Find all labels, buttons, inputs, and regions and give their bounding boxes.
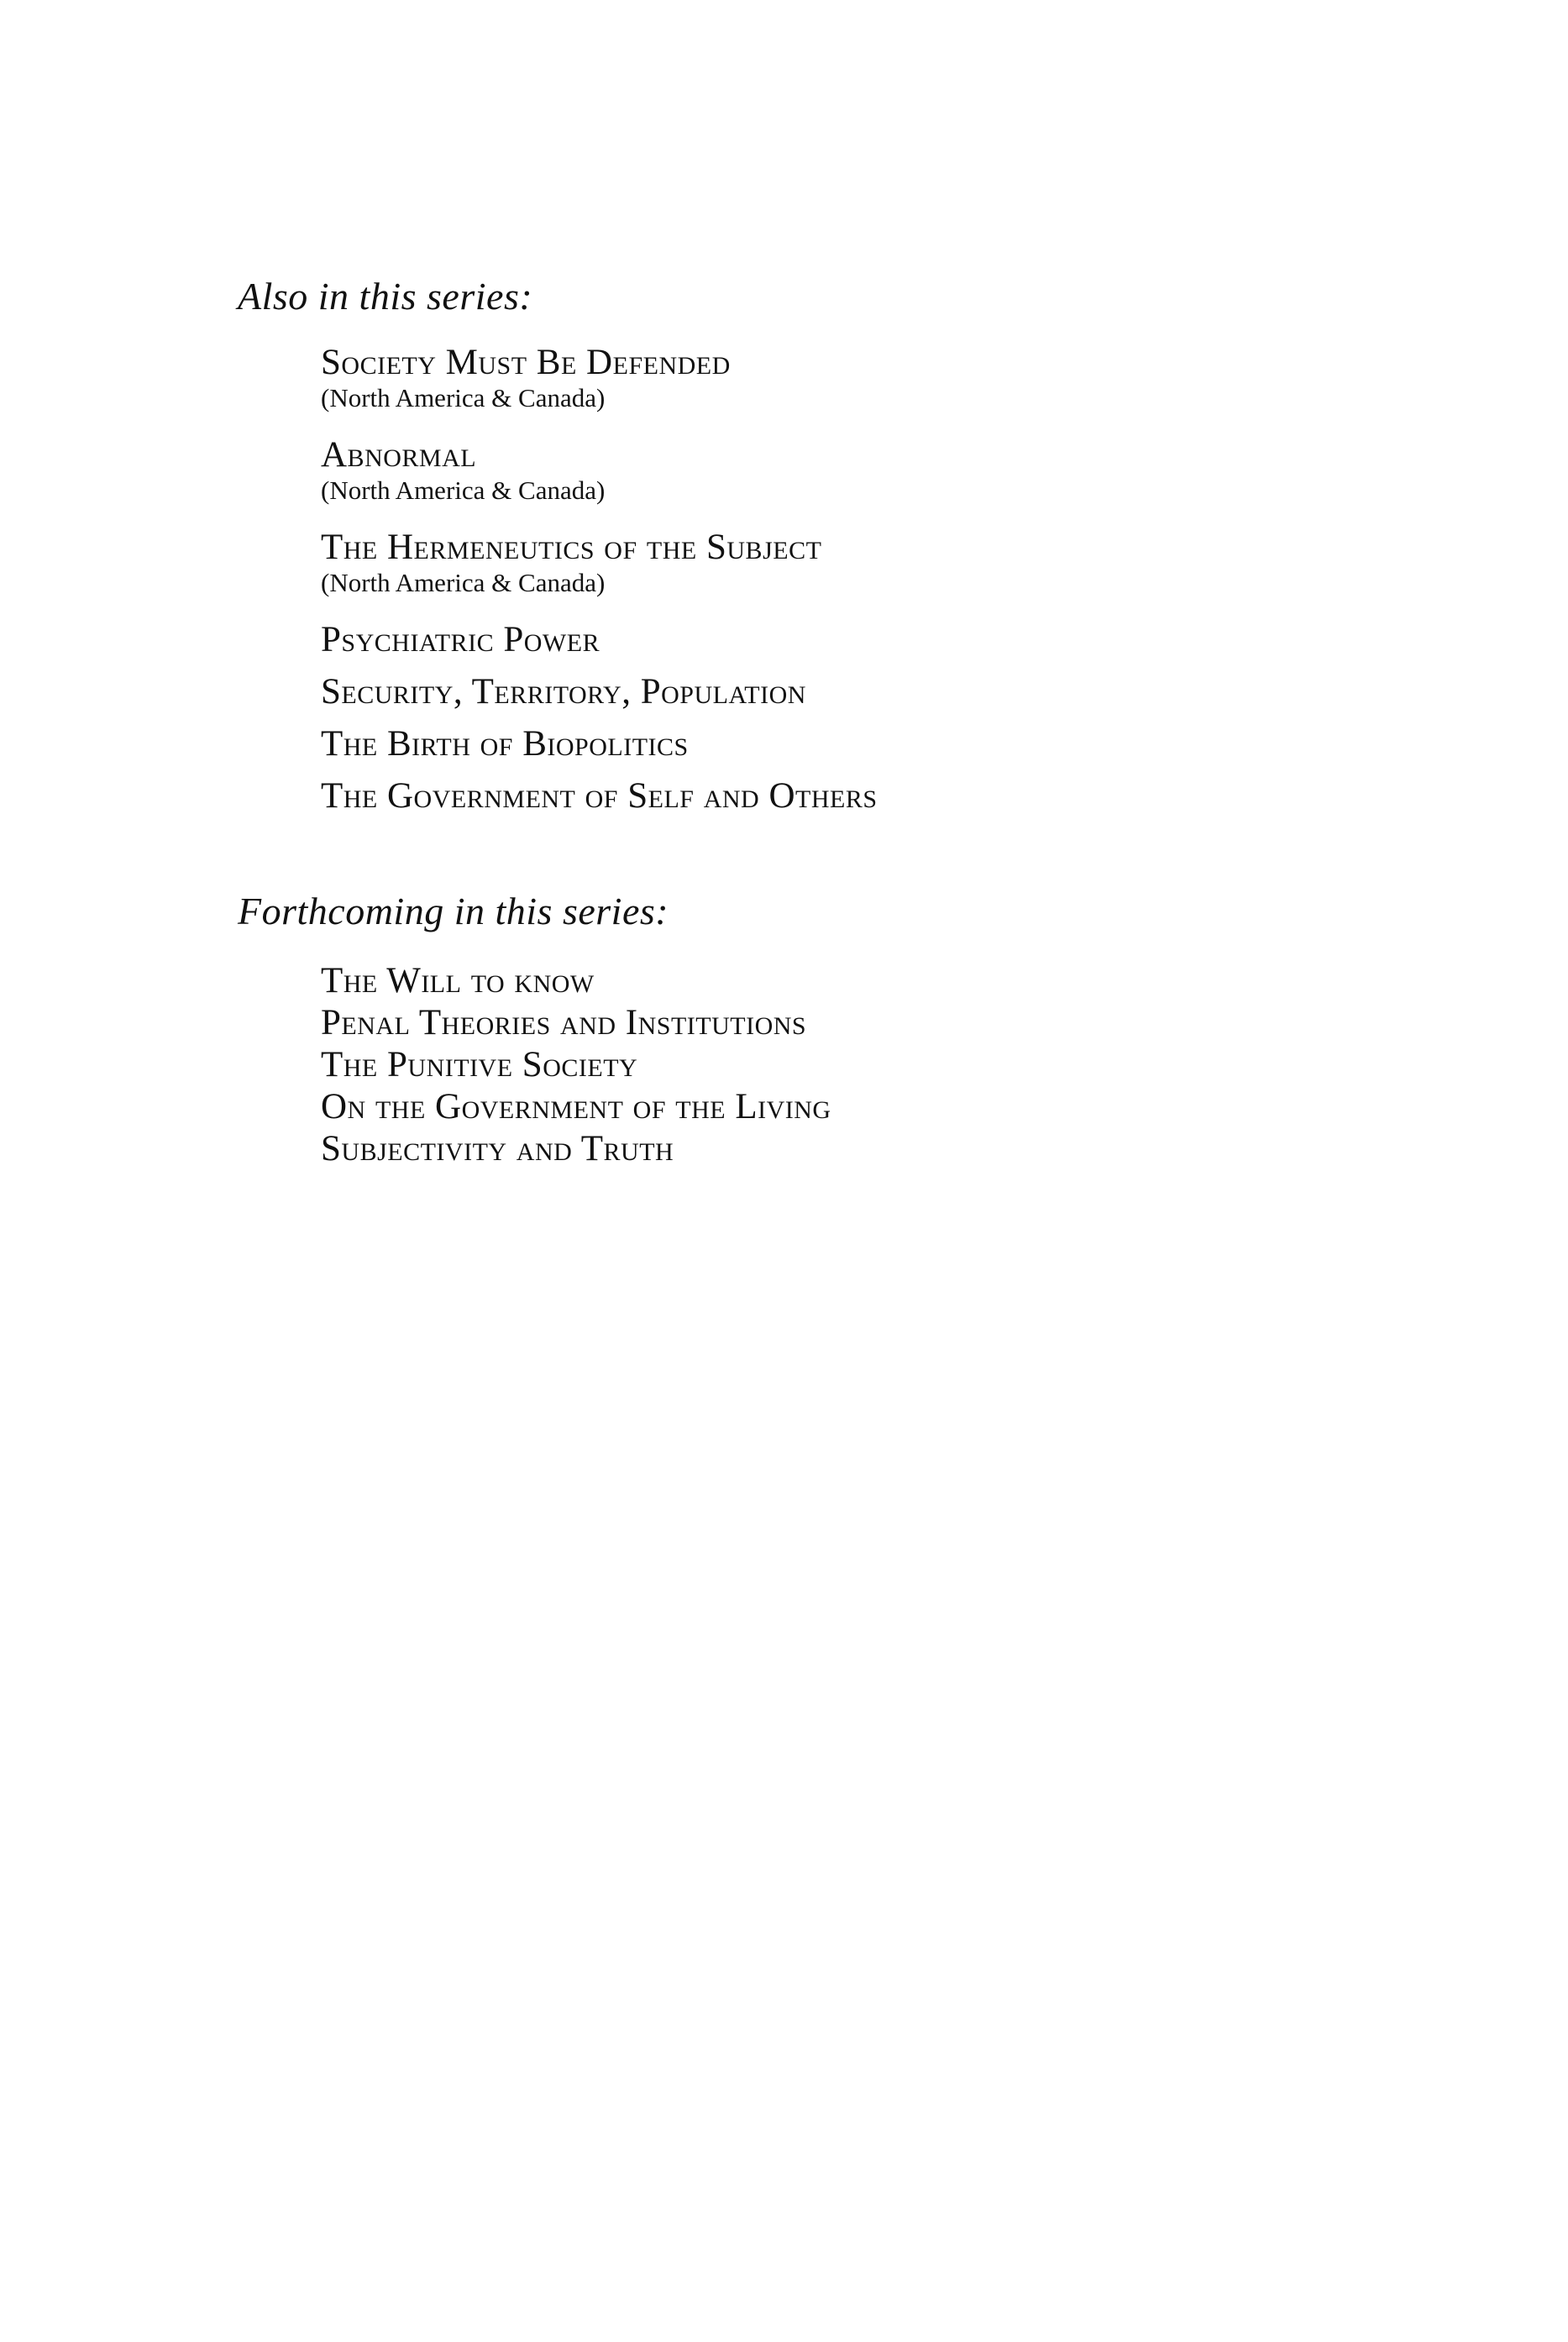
list-item <box>321 343 878 413</box>
book-title: The Government of Self and Others <box>321 776 878 816</box>
book-title: The Punitive Society <box>321 1045 638 1084</box>
availability-note: (North America & Canada) <box>321 475 606 505</box>
book-title: Subjectivity and Truth <box>321 1129 674 1168</box>
book-title: The Will to know <box>321 961 595 1000</box>
list-item <box>321 776 878 817</box>
also-in-series-heading: Also in this series: <box>238 275 533 318</box>
list-item <box>321 1044 831 1086</box>
list-item <box>321 724 878 764</box>
forthcoming-heading: Forthcoming in this series: <box>238 890 669 932</box>
also-in-series-list <box>321 343 878 828</box>
availability-note: (North America & Canada) <box>321 383 606 412</box>
list-item <box>321 1086 831 1128</box>
book-title: Society Must Be Defended <box>321 343 731 382</box>
book-title: On the Government of the Living <box>321 1087 831 1126</box>
availability-note: (North America & Canada) <box>321 568 606 597</box>
list-item <box>321 528 878 598</box>
book-title: Psychiatric Power <box>321 620 600 659</box>
book-title: The Birth of Biopolitics <box>321 724 689 764</box>
book-title: Abnormal <box>321 435 477 475</box>
forthcoming-list <box>321 960 831 1170</box>
list-item <box>321 435 878 506</box>
list-item <box>321 960 831 1002</box>
list-item <box>321 1002 831 1044</box>
list-item <box>321 1128 831 1170</box>
book-title: Security, Territory, Population <box>321 672 806 712</box>
book-title: The Hermeneutics of the Subject <box>321 528 822 567</box>
book-title: Penal Theories and Institutions <box>321 1003 807 1042</box>
list-item <box>321 620 878 660</box>
list-item <box>321 672 878 712</box>
